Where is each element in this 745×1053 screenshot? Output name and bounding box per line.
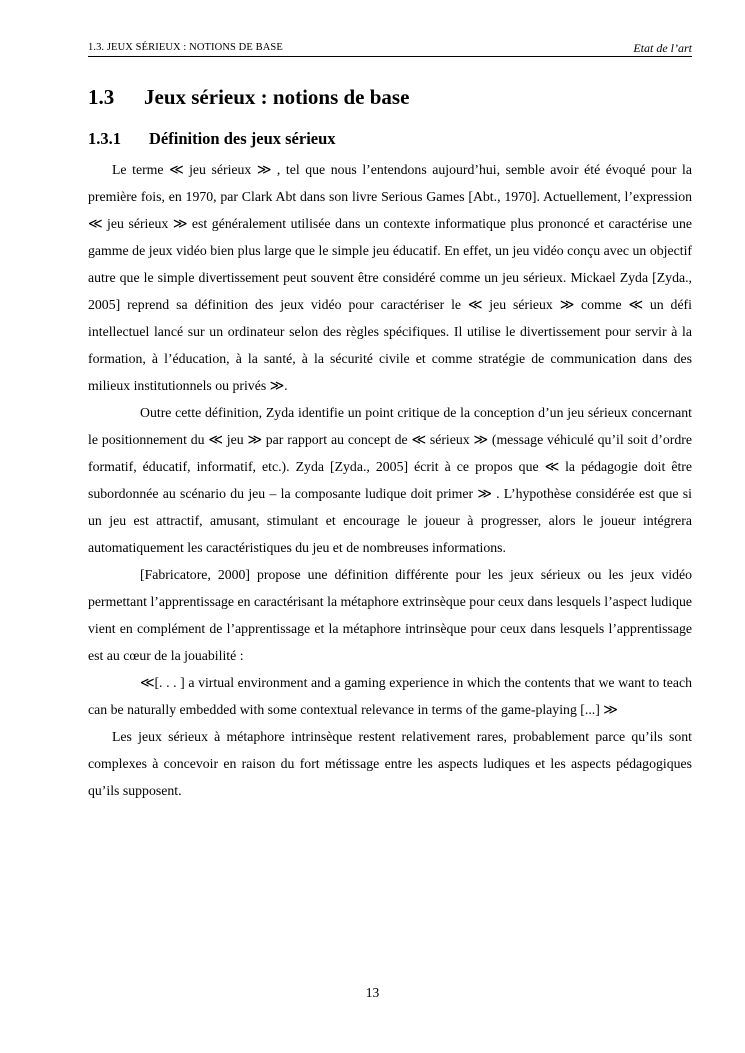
- subsection-heading: [88, 128, 692, 150]
- section-title: Jeux sérieux : notions de base: [144, 85, 410, 109]
- paragraph-fabricatore: [Fabricatore, 2000] propose une définition différente pour les jeux sérieux ou les jeux vidéo permettant l’apprentissage en caractérisant la métaphore extrinsèque pour ceux dans lesquels l’aspect ludique vient en complément de l’apprentissage et la métaphore intrinsèque pour ceux dans lesquels l’apprentissage est au cœur de la jouabilité :: [88, 567, 692, 663]
- subsection-title: Définition des jeux sérieux: [149, 129, 336, 148]
- page-body: [88, 76, 692, 804]
- paragraph-zyda: Outre cette définition, Zyda identifie un point critique de la conception d’un jeu sérieux concernant le positionnement du ≪ jeu ≫ par rapport au concept de ≪ sérieux ≫ (message véhiculé qu’il soit d’ordre formatif, éducatif, informatif, etc.). Zyda [Zyda., 2005] écrit à ce propos que ≪ la pédagogie doit être subordonnée au scénario du jeu – la composante ludique doit primer ≫ . L’hypothèse considérée est que si un jeu est attractif, amusant, stimulant et encourage le joueur à progresser, alors le joueur intégrera automatiquement les caractéristiques du jeu et de nombreuses informations.: [88, 405, 692, 555]
- header-chapter-title: Etat de l’art: [633, 41, 692, 55]
- running-header: [88, 40, 692, 57]
- section-heading: [88, 84, 692, 110]
- subsection-number: 1.3.1: [88, 129, 121, 148]
- paragraph-definition: Le terme ≪ jeu sérieux ≫ , tel que nous l’entendons aujourd’hui, semble avoir été évoqué pour la première fois, en 1970, par Clark Abt dans son livre Serious Games [Abt., 1970]. Actuellement, l’expression ≪ jeu sérieux ≫ est généralement utilisée dans un contexte informatique plus prononcé et caractérise une gamme de jeux vidéo bien plus large que le simple jeu éducatif. En effet, un jeu vidéo conçu avec un objectif autre que le simple divertissement peut souvent être considéré comme un jeu sérieux. Mickael Zyda [Zyda., 2005] reprend sa définition des jeux vidéo pour caractériser le ≪ jeu sérieux ≫ comme ≪ un défi intellectuel lancé sur un ordinateur selon des règles spécifiques. Il utilise le divertissement pour servir à la formation, à l’éducation, à la santé, à la sécurité civile et comme stratégie de communication dans des milieux institutionnels ou privés ≫.: [88, 162, 692, 393]
- section-number: 1.3: [88, 85, 115, 109]
- paragraph-quote: ≪[. . . ] a virtual environment and a gaming experience in which the contents that we want to teach can be naturally embedded with some contextual relevance in terms of the game-playing [...] ≫: [88, 675, 692, 717]
- page-number: 13: [365, 985, 380, 1000]
- header-section-title: 1.3. JEUX SÉRIEUX : NOTIONS DE BASE: [88, 42, 283, 53]
- paragraph-conclusion: Les jeux sérieux à métaphore intrinsèque restent relativement rares, probablement parce qu’ils sont complexes à concevoir en raison du fort métissage entre les aspects ludiques et les aspects pédagogiques qu’ils supposent.: [88, 729, 692, 798]
